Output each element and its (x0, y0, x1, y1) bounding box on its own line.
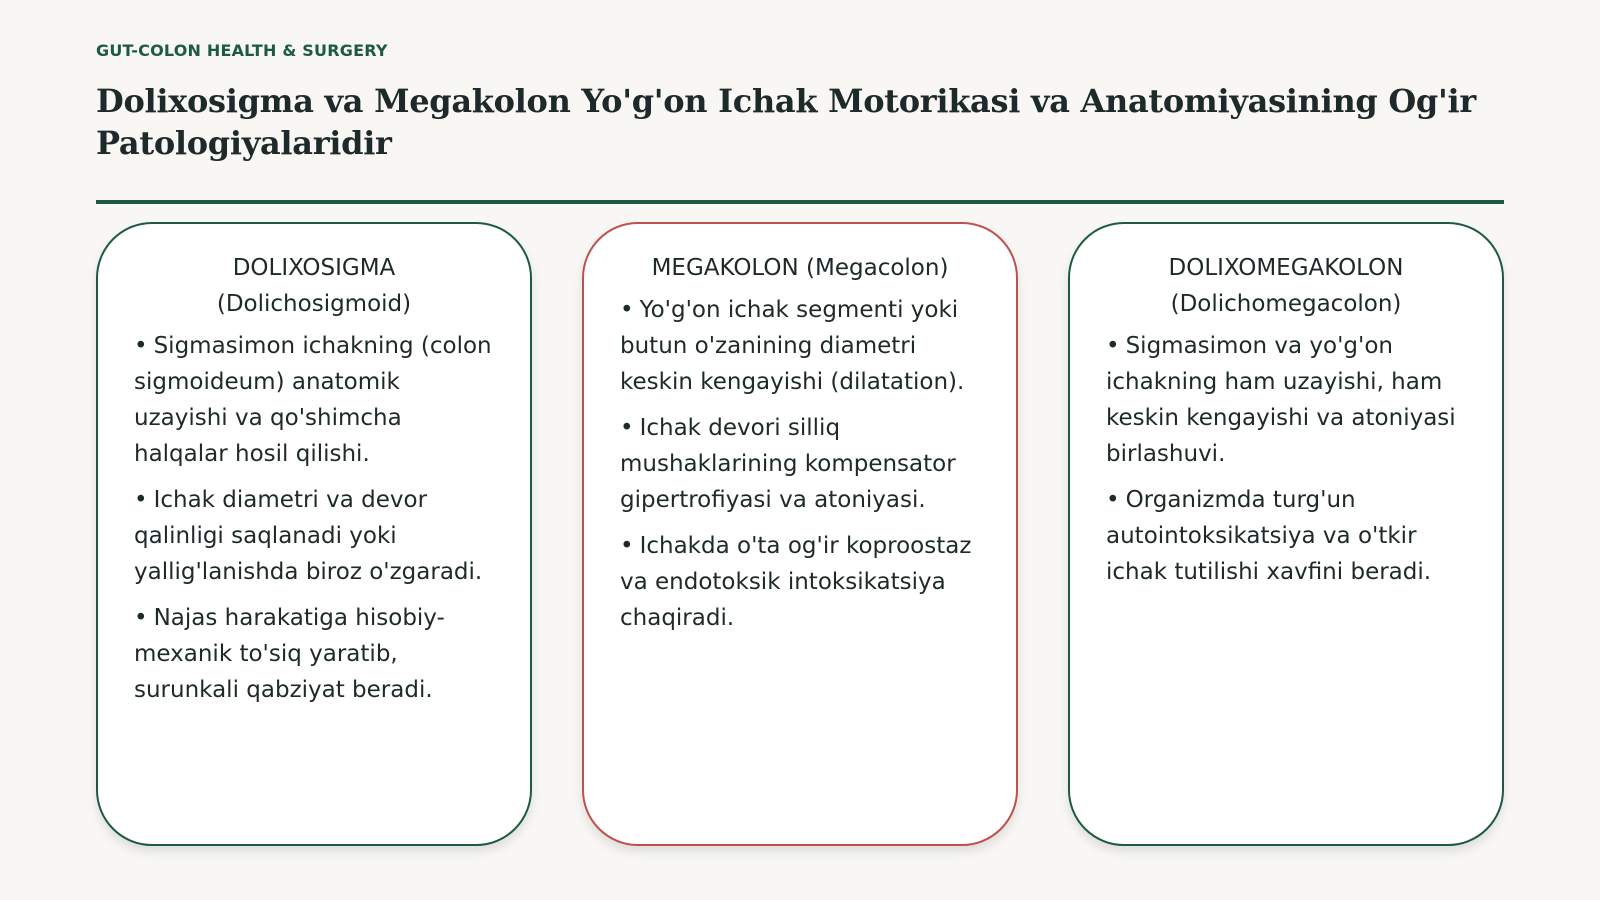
list-item-text: Ichak diametri va devor qalinligi saqlanadi yoki yallig'lanishda biroz o'zgaradi. (134, 487, 483, 585)
list-item (134, 328, 494, 472)
list-item-text: Ichak devori silliq mushaklarining kompensator gipertrofiyasi va atoniyasi. (620, 415, 956, 513)
list-item (134, 482, 494, 590)
list-item (134, 600, 494, 708)
bullet-icon: • (620, 533, 634, 559)
list-item (620, 410, 980, 518)
list-item-text: Najas harakatiga hisobiy-mexanik to'siq yaratib, surunkali qabziyat beradi. (134, 605, 445, 703)
list-item-text: Sigmasimon ichakning (colon sigmoideum) anatomik uzayishi va qo'shimcha halqalar hosil qilishi. (134, 333, 492, 467)
bullet-icon: • (134, 333, 148, 359)
list-item (1106, 328, 1466, 472)
card-title: MEGAKOLON (Megacolon) (651, 255, 949, 281)
bullet-icon: • (620, 297, 634, 323)
list-item-text: Ichakda o'ta og'ir koproostaz va endotoksik intoksikatsiya chaqiradi. (620, 533, 972, 631)
title-divider (96, 200, 1504, 204)
bullet-icon: • (134, 487, 148, 513)
section-label: GUT-COLON HEALTH & SURGERY (96, 41, 388, 60)
bullet-icon: • (620, 415, 634, 441)
card-dolixomegakolon (1068, 222, 1504, 846)
list-item (620, 528, 980, 636)
list-item-text: Yo'g'on ichak segmenti yoki butun o'zanining diametri keskin kengayishi (dilatation). (620, 297, 965, 395)
list-item-text: Organizmda turg'un autointoksikatsiya va o'tkir ichak tutilishi xavfini beradi. (1106, 487, 1432, 585)
card-megakolon (582, 222, 1018, 846)
card-title: DOLIXOSIGMA (Dolichosigmoid) (216, 255, 412, 317)
bullet-icon: • (1106, 333, 1120, 359)
bullet-icon: • (1106, 487, 1120, 513)
page-title: Dolixosigma va Megakolon Yo'g'on Ichak Motorikasi va Anatomiyasining Og'ir Patologiyalaridir (96, 82, 1476, 162)
card-title: DOLIXOMEGAKOLON (Dolichomegacolon) (1168, 255, 1404, 317)
list-item (1106, 482, 1466, 590)
card-dolixosigma (96, 222, 532, 846)
list-item (620, 292, 980, 400)
list-item-text: Sigmasimon va yo'g'on ichakning ham uzayishi, ham keskin kengayishi va atoniyasi birlashuvi. (1106, 333, 1456, 467)
bullet-icon: • (134, 605, 148, 631)
